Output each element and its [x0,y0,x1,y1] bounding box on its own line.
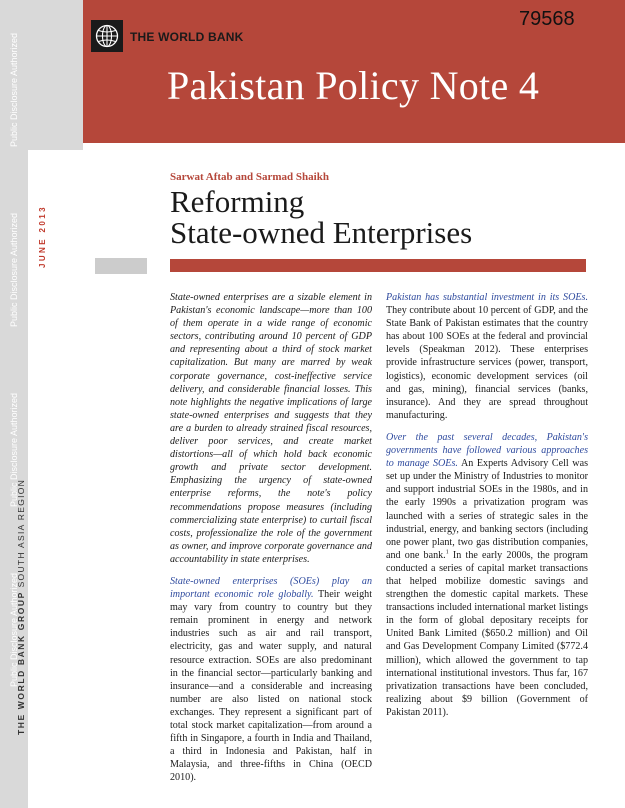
page-title [170,186,472,248]
summary-paragraph: State-owned enterprises are a sizable element in Pakistan's economic landscape—more than 100 of them operate in a wide range of economic sectors, contributing around 10 percent of GDP and representing about a third of stock market capitalization. But many are marred by weak corporate governance, cost-ineffective service delivery, and considerable financial losses. This note highlights the negative implications of large state-owned enterprises and suggests that they are a burden to already strained fiscal resources, deliver poor services, and create market distortions—all of which hold back economic growth and private sector development. Emphasizing the urgency of state-owned enterprise reforms, the note's policy recommendations propose measures (including commercializing state enterprise) to curtail fiscal costs, professionalize the role of the government as owner, and improve corporate governance and accountability in state enterprises. [170,292,372,565]
world-bank-group-label: THE WORLD BANK GROUP SOUTH ASIA REGION [16,478,26,735]
issue-date: JUNE 2013 [38,205,47,268]
text-column-right [386,291,588,728]
footnote-marker[interactable]: 1 [445,549,449,556]
brand-name: THE WORLD BANK [130,30,244,44]
title-line: State-owned Enterprises [170,215,473,250]
body-paragraph [386,431,588,719]
series-title: Pakistan Policy Note 4 [167,63,540,108]
title-line: Reforming [170,184,305,219]
paragraph-text: They contribute about 10 percent of GDP, and the State Bank of Pakistan estimates that the country has about 100 SOEs at the federal and provincial levels (Speakman 2012). These enterprises provide infrastructure services (power, transport, logistics), economic development services (oil and gas, mining), financial services (banks, insurance). And they are spread throughout manufacturing. [386,305,588,421]
paragraph-text: Their weight may vary from country to country but they remain prominent in energy and network industries such as air and rail transport, electricity, gas and water supply, and natural resource extraction. SOEs are also predominant in the financial sector—particularly banking and insurance—and a considerable and increasing number are also listed on national stock exchanges. They represent a significant part of total stock market capitalization—from around a fifth in Singapore, a fourth in India and Thailand, a third in Indonesia and Pakistan, half in Malaysia, and three-fifths in China (OECD 2010). [170,589,372,784]
text-column-left [170,291,372,793]
paragraph-lead: State-owned enterprises (SOEs) play an important economic role globally. [170,575,372,601]
document-number: 79568 [519,8,575,30]
body-paragraph [170,575,372,785]
left-column [28,150,83,808]
paragraph-lead: Pakistan has substantial investment in its SOEs. [386,292,588,303]
paragraph-text: An Experts Advisory Cell was set up under the Ministry of Industries to monitor and support industrial SOEs in the 1980s, and in the early 1990s a privatization program was launched with a series of strategic sales in the industrial, energy, and banking sectors (including one power plant, two gas distribution companies, and one bank. [386,458,589,561]
body-paragraph [386,291,588,422]
disclosure-stamp: Public Disclosure Authorized [9,32,19,148]
paragraph-text: In the early 2000s, the program conducted a series of capital market transactions that helped mobilize domestic savings and strengthen the domestic capital markets. These transactions included international market listings in the form of global depositary receipts for United Bank Limited ($650.2 million) and Oil and Gas Development Company Limited ($772.4 million), which allowed the government to tap international institutional investors. Thus far, 167 privatization transactions have been concluded, realizing about $9 billion (Government of Pakistan 2011). [386,549,588,718]
decorative-block [95,258,147,274]
disclosure-stamp: Public Disclosure Authorized [9,212,19,328]
paragraph-lead: Over the past several decades, Pakistan's governments have followed various approaches to manage SOEs. [386,431,588,470]
world-bank-globe-icon [91,20,123,52]
authors: Sarwat Aftab and Sarmad Shaikh [170,171,329,183]
title-rule [170,259,586,272]
disclosure-stamp: Public Disclosure Authorized [9,572,19,688]
disclosure-stamp: Public Disclosure Authorized [9,392,19,508]
